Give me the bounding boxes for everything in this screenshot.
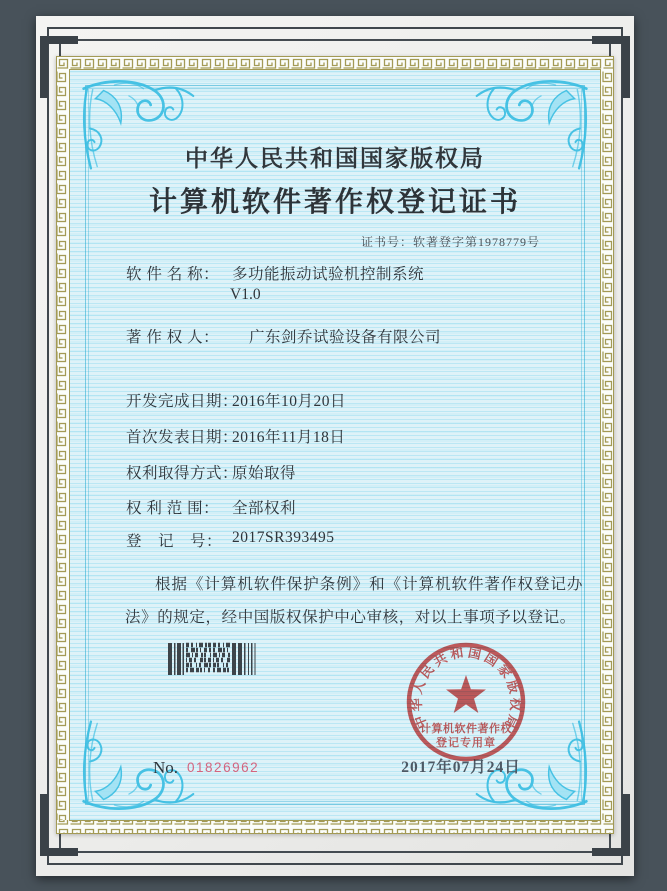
field-label: 软 件 名 称： bbox=[126, 266, 220, 283]
field-row-first-publish-date bbox=[70, 425, 600, 447]
field-label: 著 作 权 人： bbox=[126, 329, 220, 346]
issuing-authority: 中华人民共和国国家版权局 bbox=[185, 146, 485, 171]
certificate-title: 计算机软件著作权登记证书 bbox=[148, 187, 521, 218]
certificate-number-label: 证书号： bbox=[360, 235, 413, 249]
field-label: 开发完成日期： bbox=[126, 393, 239, 410]
official-seal-stamp bbox=[396, 632, 536, 772]
field-value: 2016年11月18日 bbox=[232, 429, 346, 446]
seal-line2: 登记专用章 bbox=[436, 737, 496, 749]
field-label: 登 记 号： bbox=[126, 533, 223, 550]
field-row-copyright-owner bbox=[70, 325, 600, 347]
field-row-rights-scope bbox=[70, 496, 600, 518]
field-row-rights-acquisition bbox=[70, 461, 600, 483]
certificate-paper bbox=[70, 70, 600, 820]
field-row-dev-complete-date bbox=[70, 389, 600, 411]
certificate-number-line bbox=[361, 233, 540, 250]
field-label: 首次发表日期： bbox=[126, 429, 239, 446]
certificate-number-value: 软著登字第1978779号 bbox=[412, 235, 540, 249]
serial-number-line bbox=[153, 758, 259, 778]
field-value: 广东剑乔试验设备有限公司 bbox=[249, 329, 442, 346]
field-row-registration-number bbox=[70, 529, 600, 551]
certificate-document bbox=[56, 56, 614, 834]
field-value: 原始取得 bbox=[232, 465, 297, 482]
field-value: 多功能振动试验机控制系统 bbox=[232, 266, 425, 283]
field-value: 全部权利 bbox=[232, 500, 297, 517]
field-value: 2016年10月20日 bbox=[232, 393, 347, 410]
field-value: 2017SR393495 bbox=[232, 529, 335, 546]
seal-date: 2017年07月24日 bbox=[401, 759, 521, 776]
field-row-software-name bbox=[70, 262, 600, 284]
serial-label: No. bbox=[153, 758, 179, 777]
seal-line1: 计算机软件著作权 bbox=[420, 723, 512, 735]
serial-number: 01826962 bbox=[187, 760, 260, 775]
registration-statement: 根据《计算机软件保护条例》和《计算机软件著作权登记办法》的规定，经中国版权保护中心审核，对以上事项予以登记。 bbox=[125, 576, 583, 626]
barcode bbox=[168, 642, 256, 676]
seal-ring-text: 中华人民共和国国家版权局 bbox=[408, 644, 524, 734]
field-label: 权利取得方式： bbox=[126, 465, 239, 482]
field-label: 权 利 范 围： bbox=[126, 500, 220, 517]
star-icon bbox=[446, 675, 486, 713]
software-version: V1.0 bbox=[230, 286, 261, 303]
